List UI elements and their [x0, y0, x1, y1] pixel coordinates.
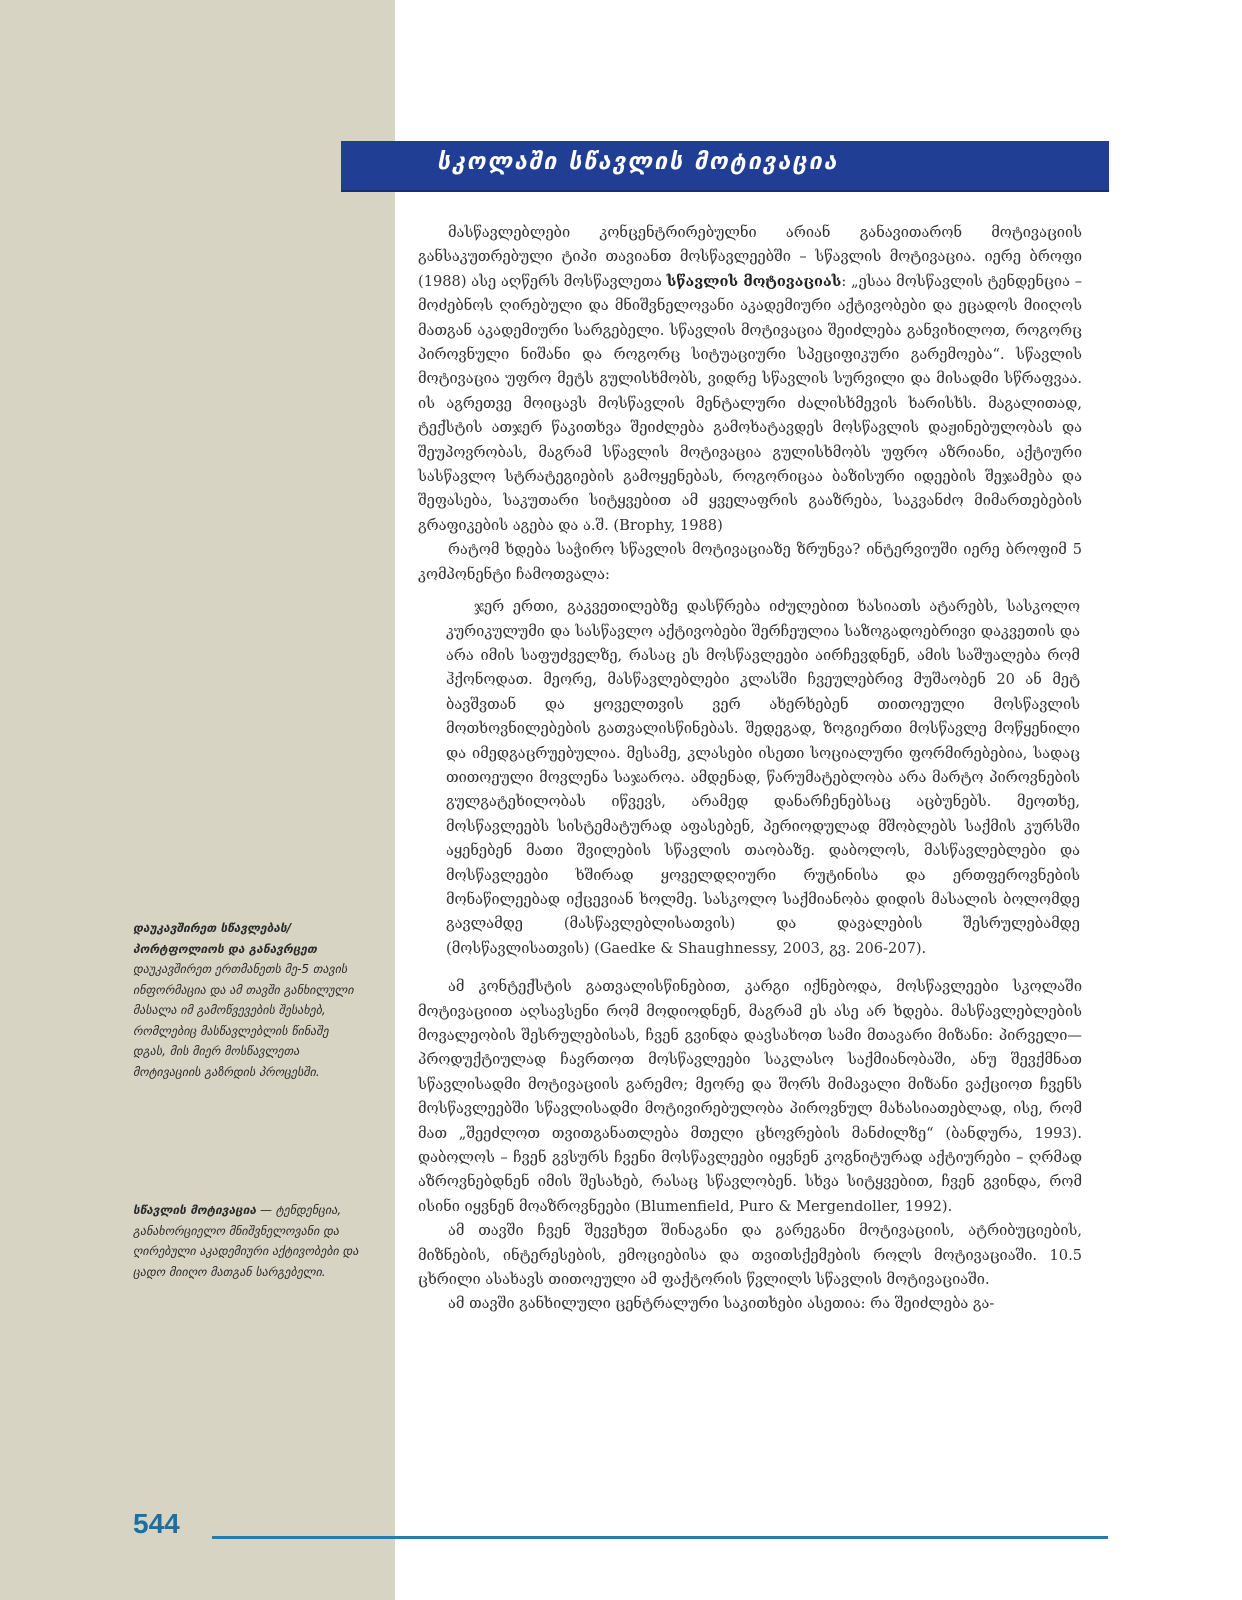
definition-text: — ტენდენცია, განახორციელო მნიშვნელოვანი და ღირებული აკადემიური აქტივობები და ცადო მიიღო მათგან სარგებელი.	[133, 1203, 359, 1279]
paragraph-2: რატომ ხდება საჭირო სწავლის მოტივაციაზე ზრუნვა? ინტერვიუში იერე ბროფიმ 5 კომპონენტი ჩამოთვალა:	[418, 541, 1082, 583]
page-number: 544	[133, 1508, 180, 1539]
side-note-heading: დაუკავშირეთ სწავლებას/ პორტფოლიოს და განავრცეთ	[133, 921, 317, 956]
block-quote	[446, 595, 1080, 961]
side-note-body: დაუკავშირეთ ერთმანეთს მე-5 თავის ინფორმაცია და ამ თავში განხილული მასალა იმ გამოწვევების შესახებ, რომლებიც მასწავლებლის წინაშე დგას, მის მიერ მოსწავლეთა მოტივაციის გაზრდის პროცესში.	[133, 962, 354, 1079]
quote-text: ჯერ ერთი, გაკვეთილებზე დასწრება იძულებით ხასიათს ატარებს, სასკოლო კურიკულუმი და სასწავლო აქტივობები შერჩეულია საზოგადოებრივი დაკვეთის და არა იმის საფუძველზე, რასაც ეს მოსწავლეები აირჩევდნენ, ამის საშუალება რომ ჰქონოდათ. მეორე, მასწავლებლები კლასში ჩვეულებრივ მუშაობენ 20 ან მეტ ბავშვთან და ყოველთვის ვერ ახერხებენ თითოეული მოსწავლის მოთხოვნილებების გათვალისწინებას. შედეგად, ზოგიერთი მოსწავლე მოწყენილი და იმედგაცრუებულია. მესამე, კლასები ისეთი სოციალური ფორმირებებია, სადაც თითოეული მოვლენა საჯაროა. ამდენად, წარუმატებლობა არა მარტო პიროვნების გულგატეხილობას იწვევს, არამედ დანარჩენებსაც აცბუნებს. მეოთხე, მოსწავლეებს სისტემატურად აფასებენ, პერიოდულად მშობლებს საქმის კურსში აყენებენ მათი შვილების სწავლის თაობაზე. დაბოლოს, მასწავლებლები და მოსწავლეები ხშირად ყოველდღიური რუტინისა და ერთფეროვნების მონაწილეებად იქცევიან ხოლმე. სასკოლო საქმიანობა დიდის მასალის ბოლომდე გავლამდე (მასწავლებლისათვის) და დავალების შესრულებამდე (მოსწავლისათვის) (Gaedke & Shaughnessy, 2003, გვ. 206-207).	[446, 598, 1080, 957]
footer-rule	[212, 1536, 1108, 1539]
paragraph-1: მასწავლებლები კონცენტრირებულნი არიან განავითარონ მოტივაციის განსაკუთრებული ტიპი თავიანთ მოსწავლეებში – სწავლის მოტივაცია. იერე ბროფი (1988) ასე აღწერს მოსწავლეთა სწავლის მოტივაციას: „ესაა მოსწავლის ტენდენცია – მოძებნოს ღირებული და მნიშვნელოვანი აკადემიური აქტივობები და ეცადოს მიიღოს მათგან აკადემიური სარგებელი. სწავლის მოტივაცია შეიძლება განვიხილოთ, როგორც პიროვნული ნიშანი და როგორც სიტუაციური სპეციფიკური გარემოება“. სწავლის მოტივაცია უფრო მეტს გულისხმობს, ვიდრე სწავლის სურვილი და მისადმი სწრაფვაა. ის აგრეთვე მოიცავს მოსწავლის მენტალური ძალისხმევის ხარისხს. მაგალითად, ტექსტის ათჯერ წაკითხვა შეიძლება გამოხატავდეს მოსწავლის დაჟინებულობას და შეუპოვრობას, მაგრამ სწავლის მოტივაცია გულისხმობს უფრო აზრიანი, აქტიური სასწავლო სტრატეგიების გამოყენებას, როგორიცაა ბაზისური იდეების შეჯამება და შეფასება, საკუთარი სიტყვებით ამ ყველაფრის გააზრება, საკვანძო მიმართებების გრაფიკების აგება და ა.შ. (Brophy, 1988)	[418, 224, 1083, 534]
key-term-learning-motivation: სწავლის მოტივაციას	[666, 272, 842, 290]
paragraph-5: ამ თავში განხილული ცენტრალური საკითხები ასეთია: რა შეიძლება გა-	[448, 1295, 995, 1313]
paragraph-4: ამ თავში ჩვენ შევეხეთ შინაგანი და გარეგანი მოტივაციის, ატრიბუციების, მიზნების, ინტერესების, ემოციებისა და თვითსქემების როლს მოტივაციაში. 10.5 ცხრილი ასახავს თითოეული ამ ფაქტორის წვლილს სწავლის მოტივაციაში.	[418, 1222, 1082, 1289]
paragraph-3: ამ კონტექსტის გათვალისწინებით, კარგი იქნებოდა, მოსწავლეები სკოლაში მოტივაციით აღსავსენი რომ მოდიოდნენ, მაგრამ ეს ასე არ ხდება. მასწავლებლების მოვალეობის შესრულებისას, ჩვენ გვინდა დავსახოთ სამი მთავარი მიზანი: პირველი—პროდუქტიულად ჩავრთოთ მოსწავლეები საკლასო საქმიანობაში, ანუ შევქმნათ სწავლისადმი მოტივაციის გარემო; მეორე და შორს მიმავალი მიზანი ვაქციოთ ჩვენს მოსწავლეებში სწავლისადმი მოტივირებულობა პიროვნულ მახასიათებლად, ისე, რომ მათ „შეეძლოთ თვითგანათლება მთელი ცხოვრების მანძილზე“ (ბანდურა, 1993). დაბოლოს – ჩვენ გვსურს ჩვენი მოსწავლეები იყვნენ კოგნიტურად აქტიურები – ღრმად აზროვნებდნენ იმის შესახებ, რასაც სწავლობენ. სხვა სიტყვებით, ჩვენ გვინდა, რომ ისინი იყვნენ მოაზროვნეები (Blumenfield, Puro & Mergendoller, 1992).	[418, 978, 1082, 1215]
main-body-text	[418, 221, 1082, 1317]
side-note-connect-teaching	[133, 918, 361, 1082]
side-note-definition	[133, 1200, 361, 1282]
definition-term: სწავლის მოტივაცია	[133, 1203, 257, 1217]
margin-column	[0, 0, 395, 1600]
section-title: სკოლაში სწავლის მოტივაცია	[437, 149, 839, 175]
chapter-title-bar	[341, 141, 1109, 192]
